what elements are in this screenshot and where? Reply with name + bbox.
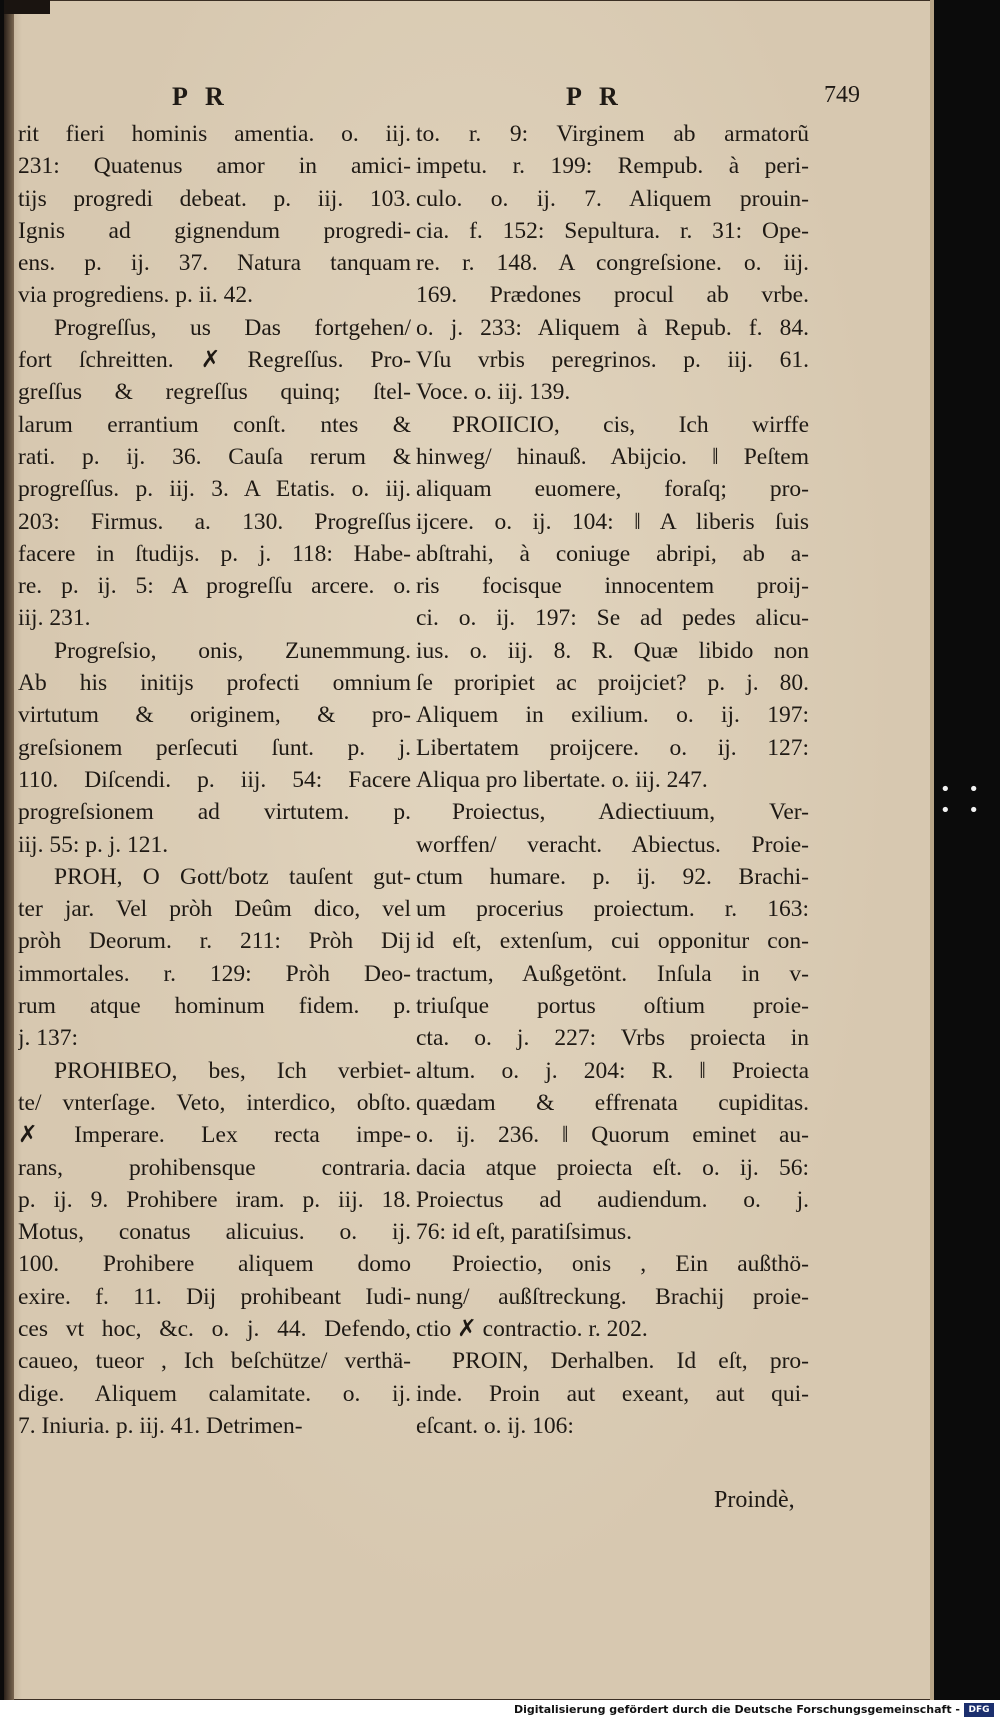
text-line: ens. p. ij. 37. Natura tanquam <box>18 250 411 277</box>
text-line: tractum, Außgetönt. Inſula in v- <box>416 960 809 987</box>
left-column <box>18 118 411 1442</box>
page-corner-mark <box>4 0 50 14</box>
text-line: tijs progredi debeat. p. iij. 103. <box>18 185 411 212</box>
text-line: Ignis ad gignendum progredi- <box>18 217 411 244</box>
text-line: eſcant. o. ij. 106: <box>416 1412 574 1439</box>
catchword: Proindè, <box>714 1487 795 1513</box>
text-line: greſſus & regreſſus quinq; ſtel- <box>18 379 411 406</box>
text-line: caueo, tueor , Ich beſchütze/ verthä- <box>18 1348 411 1375</box>
text-line: larum errantium conſt. ntes & <box>18 411 411 438</box>
text-line: triuſque portus oſtium proie- <box>416 993 809 1020</box>
text-line: o. ij. 236. ‖ Quorum eminet au- <box>416 1122 809 1149</box>
page-right-edge <box>930 0 934 1700</box>
text-line: Proiectio, onis , Ein außthö- <box>452 1251 809 1278</box>
text-line: p. ij. 9. Prohibere iram. p. iij. 18. <box>18 1186 411 1213</box>
text-line: ces vt hoc, &c. o. j. 44. Defendo, <box>18 1315 411 1342</box>
text-line: quædam & effrenata cupiditas. <box>416 1089 809 1116</box>
text-line: PROIICIO, cis, Ich wirffe <box>452 411 809 438</box>
text-line: ctio ✗ contractio. r. 202. <box>416 1315 648 1342</box>
text-line: ctum humare. p. ij. 92. Brachi- <box>416 863 809 890</box>
text-line: PROHIBEO, bes, Ich verbiet- <box>54 1057 411 1084</box>
text-line: progreſſus. p. iij. 3. A Etatis. o. iij. <box>18 476 411 503</box>
navigation-dots[interactable]: • • • • <box>940 779 985 821</box>
text-line: um procerius proiectum. r. 163: <box>416 896 809 923</box>
text-line: altum. o. j. 204: R. ‖ Proiecta <box>416 1057 809 1084</box>
text-line: culo. o. ij. 7. Aliquem prouin- <box>416 185 809 212</box>
text-line: ris focisque innocentem proij- <box>416 573 809 600</box>
text-line: dige. Aliquem calamitate. o. ij. <box>18 1380 411 1407</box>
text-line: Proiectus ad audiendum. o. j. <box>416 1186 809 1213</box>
text-line: dacia atque proiecta eſt. o. ij. 56: <box>416 1154 809 1181</box>
footer-bar <box>0 1700 1000 1720</box>
text-line: Motus, conatus alicuius. o. ij. <box>18 1219 411 1246</box>
text-line: Proiectus, Adiectiuum, Ver- <box>452 799 809 826</box>
text-line: ijcere. o. ij. 104: ‖ A liberis ſuis <box>416 508 809 535</box>
page-number: 749 <box>824 82 860 108</box>
text-line: via progrediens. p. ii. 42. <box>18 282 253 309</box>
text-line: impetu. r. 199: Rempub. à peri- <box>416 153 809 180</box>
running-head-right: P R <box>566 82 624 111</box>
text-line: nung/ außſtreckung. Brachij proie- <box>416 1283 809 1310</box>
text-line: rati. p. ij. 36. Cauſa rerum & <box>18 443 411 470</box>
text-line: fort ſchreitten. ✗ Regreſſus. Pro- <box>18 347 411 374</box>
text-line: cia. f. 152: Sepultura. r. 31: Ope- <box>416 217 809 244</box>
text-line: Aliquem in exilium. o. ij. 197: <box>416 702 809 729</box>
page-binding-edge <box>4 0 14 1700</box>
text-line: progreſsionem ad virtutem. p. <box>18 799 411 826</box>
text-line: 7. Iniuria. p. iij. 41. Detrimen- <box>18 1412 303 1439</box>
text-line: re. r. 148. A congreſsione. o. iij. <box>416 250 809 277</box>
text-line: rum atque hominum fidem. p. <box>18 993 411 1020</box>
right-column <box>416 118 809 1442</box>
text-line: virtutum & originem, & pro- <box>18 702 411 729</box>
text-line: iij. 231. <box>18 605 91 632</box>
text-line: pròh Deorum. r. 211: Pròh Dij <box>18 928 411 955</box>
funding-notice: Digitalisierung gefördert durch die Deutsche Forschungsgemeinschaft - <box>513 1703 960 1716</box>
text-line: exire. f. 11. Dij prohibeant Iudi- <box>18 1283 411 1310</box>
text-line: Voce. o. iij. 139. <box>416 379 571 406</box>
text-line: Ab his initijs profecti omnium <box>18 670 411 697</box>
text-line: PROIN, Derhalben. Id eſt, pro- <box>452 1348 809 1375</box>
text-line: to. r. 9: Virginem ab armatorũ <box>416 121 809 147</box>
text-line: rans, prohibensque contraria. <box>18 1154 411 1181</box>
text-line: Vſu vrbis peregrinos. p. iij. 61. <box>416 347 809 374</box>
text-line: j. 137: <box>18 1025 79 1052</box>
text-line: ci. o. ij. 197: Se ad pedes alicu- <box>416 605 809 632</box>
running-head-left: P R <box>172 82 230 111</box>
text-line: id eſt, extenſum, cui opponitur con- <box>416 928 809 955</box>
text-line: PROH, O Gott/botz tauſent gut- <box>54 863 411 890</box>
text-line: ius. o. iij. 8. R. Quæ libido non <box>416 637 809 664</box>
text-line: rit fieri hominis amentia. o. iij. <box>18 121 411 147</box>
text-line: 110. Diſcendi. p. iij. 54: Facere <box>18 766 411 793</box>
text-line: Aliqua pro libertate. o. iij. 247. <box>416 766 708 793</box>
text-line: aliquam euomere, foraſq; pro- <box>416 476 809 503</box>
text-line: 169. Prædones procul ab vrbe. <box>416 282 809 309</box>
text-line: 203: Firmus. a. 130. Progreſſus <box>18 508 411 535</box>
text-line: Progreſſus, us Das fortgehen/ <box>54 314 411 341</box>
text-line: immortales. r. 129: Pròh Deo- <box>18 960 411 987</box>
text-line: ✗ Imperare. Lex recta impe- <box>18 1122 411 1149</box>
text-line: abſtrahi, à coniuge abripi, ab a- <box>416 540 809 567</box>
text-line: cta. o. j. 227: Vrbs proiecta in <box>416 1025 809 1052</box>
text-line: greſsionem perſecuti ſunt. p. j. <box>18 734 411 761</box>
dfg-logo[interactable]: DFG <box>964 1703 994 1717</box>
text-line: worffen/ veracht. Abiectus. Proie- <box>416 831 809 858</box>
scanned-page <box>4 0 934 1700</box>
text-line: re. p. ij. 5: A progreſſu arcere. o. <box>18 573 411 600</box>
text-line: 100. Prohibere aliquem domo <box>18 1251 411 1278</box>
text-line: te/ vnterſage. Veto, interdico, obſto. <box>18 1089 411 1116</box>
text-line: ter jar. Vel pròh Deûm dico, vel <box>18 896 411 923</box>
text-line: 231: Quatenus amor in amici- <box>18 153 411 180</box>
text-line: o. j. 233: Aliquem à Repub. f. 84. <box>416 314 809 341</box>
text-line: hinweg/ hinauß. Abijcio. ‖ Peſtem <box>416 443 809 470</box>
text-line: 76: id eſt, paratiſsimus. <box>416 1219 633 1246</box>
text-line: Libertatem proijcere. o. ij. 127: <box>416 734 809 761</box>
text-line: Progreſsio, onis, Zunemmung. <box>54 637 411 664</box>
text-line: ſe proripiet ac proijciet? p. j. 80. <box>416 670 809 697</box>
text-line: facere in ſtudijs. p. j. 118: Habe- <box>18 540 411 567</box>
text-line: inde. Proin aut exeant, aut qui- <box>416 1380 809 1407</box>
text-line: iij. 55: p. j. 121. <box>18 831 169 858</box>
